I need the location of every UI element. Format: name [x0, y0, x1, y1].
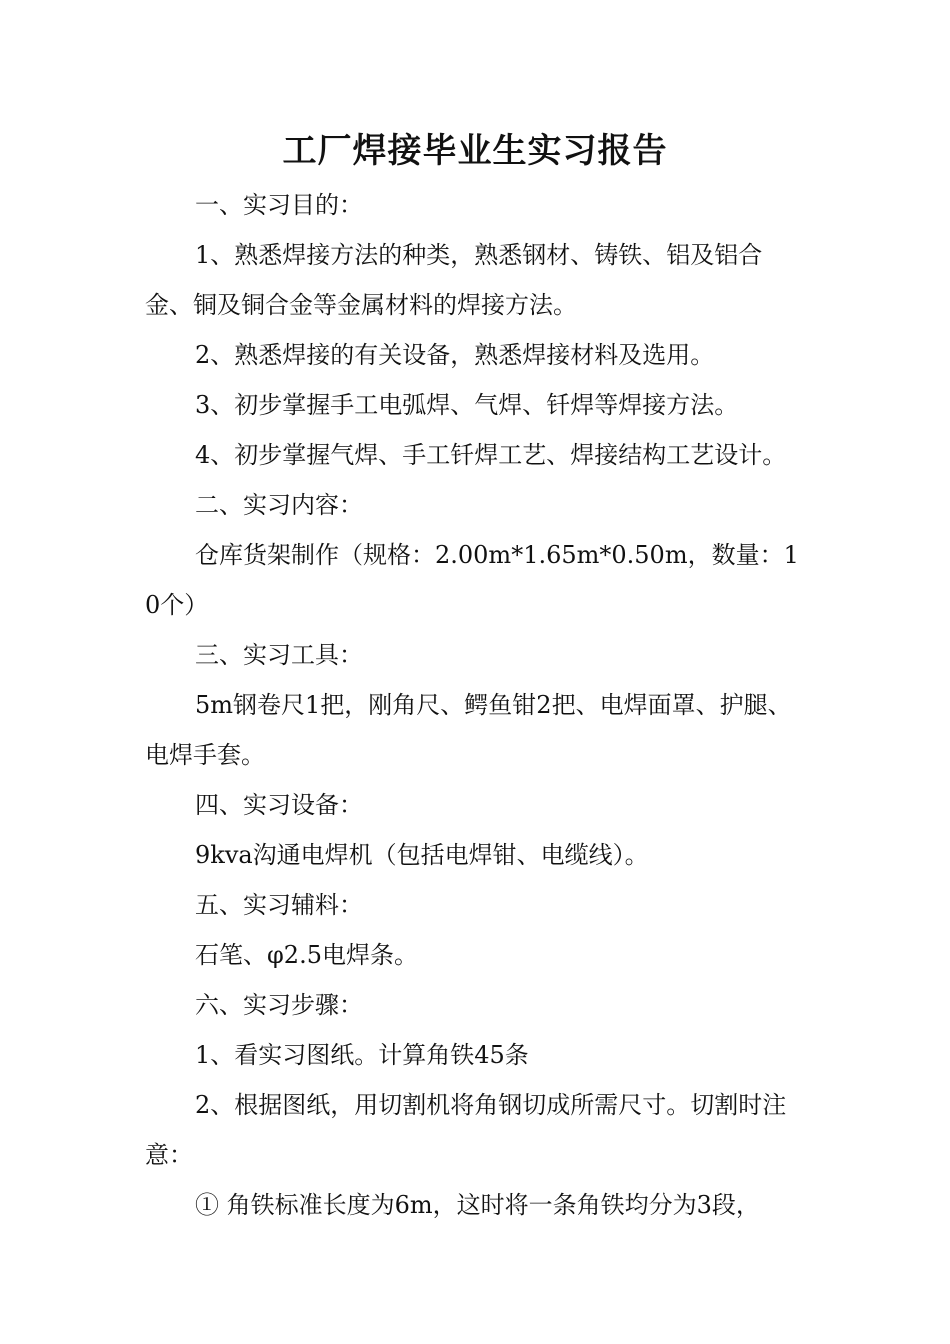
paragraph-materials: 石笔、φ2.5电焊条。: [195, 941, 418, 969]
section-heading-content: 二、实习内容：: [195, 491, 363, 519]
paragraph-content: 仓库货架制作（规格：2.00m*1.65m*0.50m，数量：10个）: [145, 541, 799, 619]
section-heading-steps: 六、实习步骤：: [195, 991, 363, 1019]
section-heading-materials: 五、实习辅料：: [195, 891, 363, 919]
paragraph-step-2: 2、根据图纸，用切割机将角钢切成所需尺寸。切割时注意：: [145, 1091, 787, 1169]
document-title: 工厂焊接毕业生实习报告: [282, 131, 668, 171]
paragraph-purpose-1: 1、熟悉焊接方法的种类，熟悉钢材、铸铁、铝及铝合金、铜及铜合金等金属材料的焊接方法。: [145, 241, 763, 319]
paragraph-tools: 5m钢卷尺1把，刚角尺、鳄鱼钳2把、电焊面罩、护腿、电焊手套。: [145, 691, 792, 769]
paragraph-step-1: 1、看实习图纸。计算角铁45条: [195, 1041, 529, 1069]
document-body: [145, 180, 810, 1230]
section-heading-tools: 三、实习工具：: [195, 641, 363, 669]
paragraph-purpose-3: 3、初步掌握手工电弧焊、气焊、钎焊等焊接方法。: [195, 391, 739, 419]
paragraph-purpose-2: 2、熟悉焊接的有关设备，熟悉焊接材料及选用。: [195, 341, 715, 369]
paragraph-step-2-note-1: ① 角铁标准长度为6m，这时将一条角铁均分为3段，: [195, 1191, 760, 1219]
section-heading-purpose: 一、实习目的：: [195, 191, 363, 219]
section-heading-equipment: 四、实习设备：: [195, 791, 363, 819]
paragraph-equipment: 9kva沟通电焊机（包括电焊钳、电缆线）。: [195, 841, 649, 869]
paragraph-purpose-4: 4、初步掌握气焊、手工钎焊工艺、焊接结构工艺设计。: [195, 441, 787, 469]
